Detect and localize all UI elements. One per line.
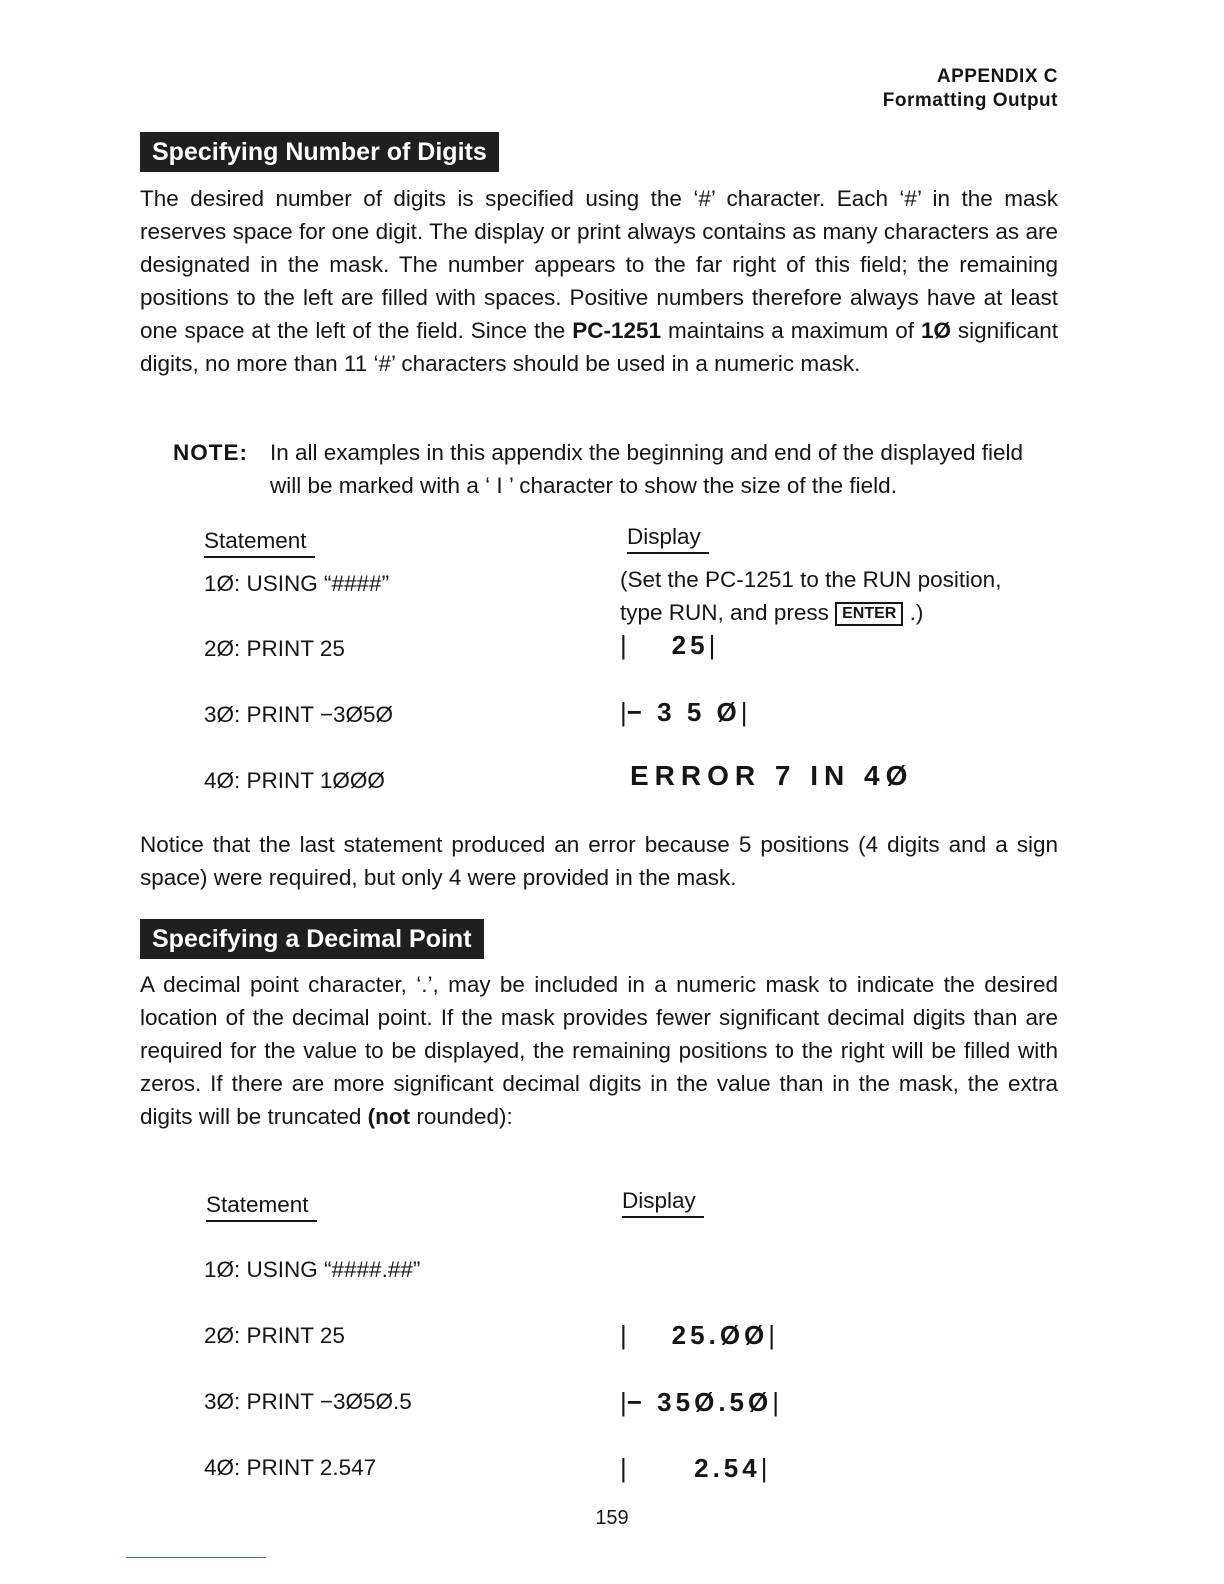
display-output: | 25.ØØ| xyxy=(620,1320,776,1350)
footer-rule xyxy=(126,1557,266,1558)
statement-column-header: Statement xyxy=(204,526,315,558)
display-output: | 2.54| xyxy=(620,1453,768,1483)
display-instruction-line2: type RUN, and press ENTER .) xyxy=(620,600,924,625)
not-bold: (not xyxy=(367,1104,411,1129)
display-instruction-line1: (Set the PC-1251 to the RUN position, xyxy=(620,567,1002,592)
error-display-output: ERROR 7 IN 4Ø xyxy=(630,760,914,791)
statement-line: 3Ø: PRINT −3Ø5Ø xyxy=(204,702,394,727)
note-text: In all examples in this appendix the beginning and end of the displayed field will be marked with a ‘ I ’ character to show the size of the field. xyxy=(270,440,1024,498)
display-column-header: Display xyxy=(622,1186,704,1218)
statement-line: 3Ø: PRINT −3Ø5Ø.5 xyxy=(204,1389,412,1414)
ten-bold: 1Ø xyxy=(920,318,951,343)
statement-line: 2Ø: PRINT 25 xyxy=(204,636,345,661)
display-column-header: Display xyxy=(627,522,709,554)
section2-paragraph: A decimal point character, ‘.’, may be included in a numeric mask to indicate the desired location of the decimal point. If the mask provides fewer significant decimal digits than are required for the value to be displayed, the remaining positions to the right will be filled with zeros. If there are more significant decimal digits in the value than in the mask, the extra digits will be truncated (not rounded): xyxy=(140,972,1058,1129)
page-number: 159 xyxy=(595,1507,629,1529)
statement-line: 2Ø: PRINT 25 xyxy=(204,1323,345,1348)
pc1251-bold: PC-1251 xyxy=(572,318,662,343)
appendix-label: APPENDIX C xyxy=(936,66,1058,87)
statement-line: 4Ø: PRINT 1ØØØ xyxy=(204,768,385,793)
display-output: |− 35Ø.5Ø| xyxy=(620,1387,779,1417)
statement-line: 4Ø: PRINT 2.547 xyxy=(204,1455,377,1480)
notice-paragraph: Notice that the last statement produced an error because 5 positions (4 digits and a sign space) were required, but only 4 were provided in the mask. xyxy=(140,832,1058,890)
section-heading-decimal-point: Specifying a Decimal Point xyxy=(140,919,484,959)
section-heading-number-of-digits: Specifying Number of Digits xyxy=(140,132,499,172)
appendix-subtitle: Formatting Output xyxy=(882,90,1058,111)
display-output: | 25| xyxy=(620,630,716,660)
section1-paragraph: The desired number of digits is specified using the ‘#’ character. Each ‘#’ in the mask reserves space for one digit. The display or print always contains as many characters as are designated in the mask. The number appears to the far right of this field; the remaining positions to the left are filled with spaces. Positive numbers therefore always have at least one space at the left of the field. Since the PC-1251 maintains a maximum of 1Ø significant digits, no more than 11 ‘#’ characters should be used in a numeric mask. xyxy=(140,186,1058,376)
statement-line: 1Ø: USING “####” xyxy=(204,571,390,596)
note-label: NOTE: xyxy=(173,440,248,465)
statement-line: 1Ø: USING “####.##” xyxy=(204,1257,421,1282)
enter-key-icon: ENTER xyxy=(835,602,903,626)
statement-column-header: Statement xyxy=(206,1190,317,1222)
display-output: |− 3 5 Ø| xyxy=(620,697,748,727)
